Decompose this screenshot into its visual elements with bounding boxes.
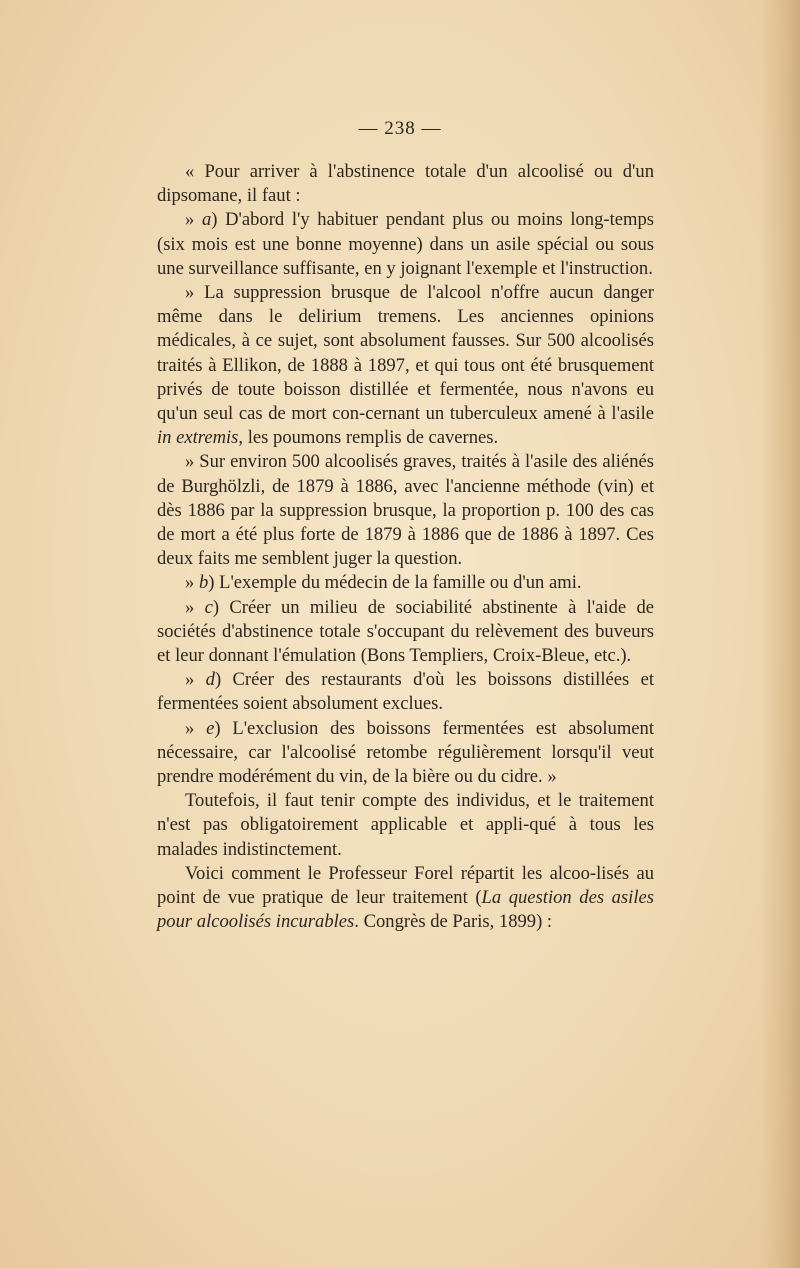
text-run: »	[185, 669, 206, 691]
text-run: » Sur environ 500 alcoolisés graves, traités à l'asile des aliénés de Burghölzli, de 1879 à 1886, avec l'ancienne méthode (vin) et dès 1886 par la suppression brusque, la proportion p. 100 des cas de mort a été plus forte de 1879 à 1886 que de 1886 à 1897. Ces deux faits me semblent juger la question.	[157, 451, 654, 570]
italic-text: d	[205, 669, 215, 691]
italic-text: b	[198, 572, 209, 594]
text-run: . Congrès de Paris, 1899) :	[354, 911, 553, 933]
text-run: ) Créer un milieu de sociabilité abstinente à l'aide de sociétés d'abstinence totale s'occupant du relèvement des buveurs et leur donnant l'émulation (Bons Templiers, Croix-Bleue, etc.).	[157, 596, 654, 667]
paragraph	[157, 281, 654, 450]
paragraph	[157, 450, 654, 571]
text-run: Toutefois, il faut tenir compte des individus, et le traitement n'est pas obligatoirement applicable et appli-qué à tous les malades indistinctement.	[157, 790, 654, 860]
paragraph	[157, 596, 654, 669]
italic-text: c	[204, 596, 213, 618]
text-run: ) L'exemple du médecin de la famille ou d'un ami.	[208, 572, 582, 594]
italic-text: e	[206, 717, 215, 739]
paragraph	[157, 717, 654, 790]
paragraph	[157, 668, 654, 716]
paragraph	[157, 208, 654, 281]
page-edge-shadow	[760, 0, 800, 1268]
text-run: »	[185, 209, 202, 231]
text-run: ) L'exclusion des boissons fermentées est absolument nécessaire, car l'alcoolisé retombe régulièrement lorsqu'il veut prendre modérément du vin, de la bière ou du cidre. »	[157, 717, 654, 788]
page-number: — 238 —	[358, 118, 442, 139]
body-text	[157, 160, 654, 935]
italic-text: in extremis	[157, 427, 239, 449]
text-run: » La suppression brusque de l'alcool n'offre aucun danger même dans le delirium tremens. Les anciennes opinions médicales, à ce sujet, sont absolument fausses. Sur 500 alcoolisés traités à Ellikon, de 1888 à 1897, et qui tous ont été brusquement privés de toute boisson distillée et fermentée, nous n'avons eu qu'un seul cas de mort con-cernant un tuberculeux amené à l'asile	[157, 282, 654, 425]
paragraph	[157, 862, 654, 935]
text-run: Voici comment le Professeur Forel répartit les alcoo-lisés au point de vue pratique de leur traitement (	[157, 862, 654, 909]
paragraph	[157, 571, 654, 595]
text-run: ) D'abord l'y habituer pendant plus ou moins long-temps (six mois est une bonne moyenne) dans un asile spécial ou sous une surveillance suffisante, en y joignant l'exemple et l'instruction.	[157, 209, 655, 279]
paragraph	[157, 160, 654, 208]
text-run: »	[185, 596, 205, 618]
text-run: , les poumons remplis de cavernes.	[238, 427, 499, 449]
paragraph	[157, 789, 654, 862]
italic-text: La question des asiles pour alcoolisés incurables	[157, 887, 654, 933]
text-run: »	[185, 572, 199, 594]
text-run: »	[185, 717, 207, 739]
text-run: ) Créer des restaurants d'où les boissons distillées et fermentées soient absolument exclues.	[157, 669, 654, 715]
text-run: « Pour arriver à l'abstinence totale d'un alcoolisé ou d'un dipsomane, il faut :	[157, 161, 654, 207]
italic-text: a	[201, 209, 212, 231]
